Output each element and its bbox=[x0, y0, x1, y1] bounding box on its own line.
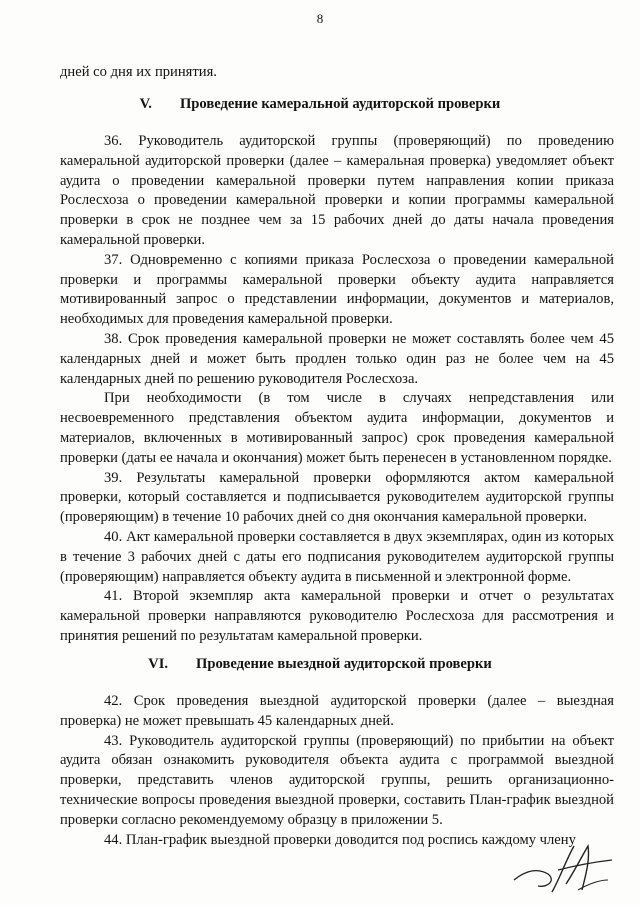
page-number: 8 bbox=[316, 11, 324, 26]
section-5-body bbox=[60, 132, 614, 647]
paragraph-41: 41. Второй экземпляр акта камеральной проверки и отчет о результатах камеральной проверки направляются руководителю Рослесхоза для рассмотрения и принятия решений по результатам камеральной проверки. bbox=[60, 588, 614, 644]
section-6-number: VI. bbox=[148, 656, 169, 672]
section-5-title: Проведение камеральной аудиторской проверки bbox=[179, 96, 501, 112]
paragraph-44: 44. План-график выездной проверки доводится под роспись каждому члену bbox=[104, 831, 576, 848]
carry-over-text: дней со дня их принятия. bbox=[60, 64, 217, 80]
section-6-heading bbox=[0, 656, 640, 673]
paragraph-43: 43. Руководитель аудиторской группы (проверяющий) по прибытии на объект аудита обязан ознакомить руководителя объекта аудита с программой выездной проверки, представить членов аудиторской группы, решить организационно-технические вопросы проведения выездной проверки, составить План-график выездной проверки согласно рекомендуемому образцу в приложении 5. bbox=[60, 732, 614, 828]
paragraph-36: 36. Руководитель аудиторской группы (проверяющий) по проведению камеральной аудиторской проверки (далее – камеральная проверка) уведомляет объект аудита о проведении камеральной проверки путем направления копии приказа Рослесхоза о проведении камеральной проверки и копии программы камеральной проверки в срок не позднее чем за 15 рабочих дней до даты начала проведения камеральной проверки. bbox=[60, 133, 614, 248]
paragraph-37: 37. Одновременно с копиями приказа Рослесхоза о проведении камеральной проверки и программы камеральной проверки объекту аудита направляется мотивированный запрос о представлении информации, документов и материалов, необходимых для проведения камеральной проверки. bbox=[60, 251, 614, 328]
paragraph-38-continued: При необходимости (в том числе в случаях непредставления или несвоевременного представления объектом аудита информации, документов и материалов, включенных в мотивированный запрос) срок проведения камеральной проверки (даты ее начала и окончания) может быть перенесен в установленном порядке. bbox=[60, 390, 614, 466]
section-6-title: Проведение выездной аудиторской проверки bbox=[196, 656, 492, 672]
signature-icon bbox=[508, 840, 618, 900]
paragraph-40: 40. Акт камеральной проверки составляется в двух экземплярах, один из которых в течение 3 рабочих дней с даты его подписания руководителем аудиторской группы (проверяющим) направляется объекту аудита в письменной и электронной форме. bbox=[60, 528, 614, 585]
paragraph-42: 42. Срок проведения выездной аудиторской проверки (далее – выездная проверка) не может превышать 45 календарных дней. bbox=[60, 693, 614, 729]
section-5-number: V. bbox=[139, 96, 152, 112]
paragraph-38: 38. Срок проведения камеральной проверки не может составлять более чем 45 календарных дней и может быть продлен только один раз не более чем на 45 календарных дней по решению руководителя Рослесхоза. bbox=[60, 330, 614, 387]
section-6-body bbox=[60, 692, 614, 850]
paragraph-39: 39. Результаты камеральной проверки оформляются актом камеральной проверки, который составляется и подписывается руководителем аудиторской группы (проверяющим) в течение 10 рабочих дней со дня окончания камеральной проверки. bbox=[60, 469, 614, 526]
signature-mark bbox=[508, 840, 618, 900]
section-5-heading bbox=[0, 96, 640, 113]
